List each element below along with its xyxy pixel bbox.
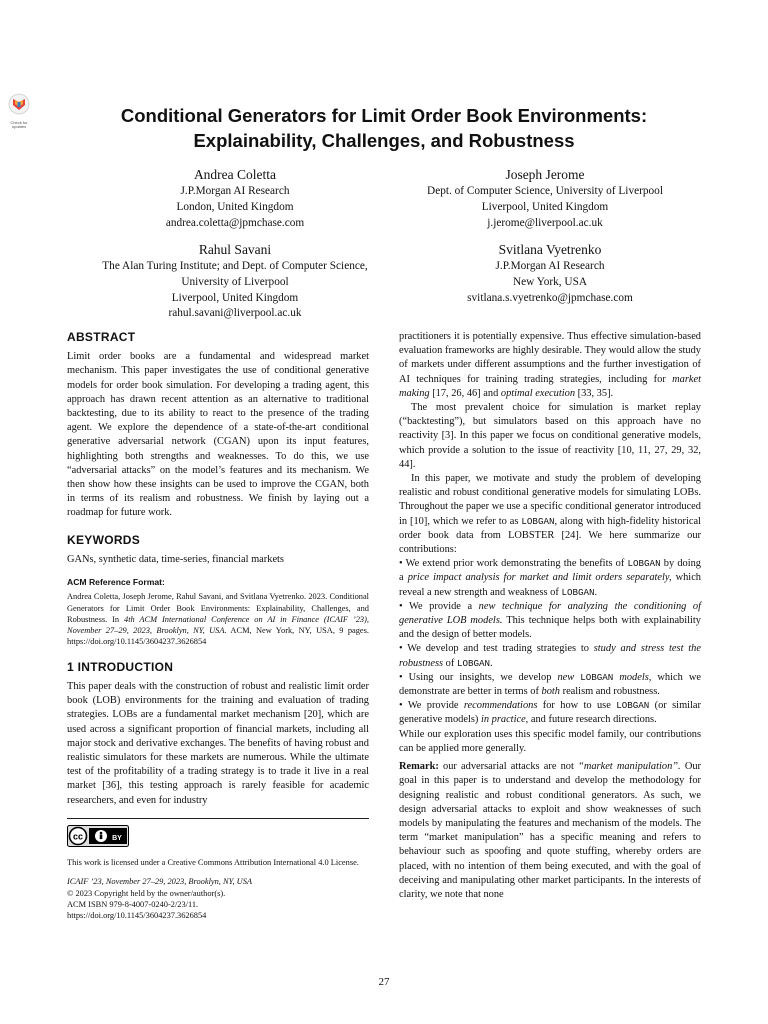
author-name: Rahul Savani (198, 242, 272, 257)
author-location: Liverpool, United Kingdom (481, 200, 609, 213)
keywords-body: GANs, synthetic data, time-series, financial markets (67, 553, 284, 565)
contribution-item: • We develop and test trading strategies to study and stress test the robustness of LOBGAN. (399, 643, 701, 669)
author-email: svitlana.s.vyetrenko@jpmchase.com (467, 291, 633, 304)
badge-label: Check for updates (10, 120, 28, 129)
author-location: London, United Kingdom (176, 200, 294, 213)
author-block (68, 240, 402, 322)
paragraph: The most prevalent choice for simulation is market replay (“backtesting”), but simulators based on this approach have no reactivity [3]. In this paper we focus on conditional generative models, which provide a solution to the issue of reactivity [10, 11, 27, 29, 32, 44]. (399, 402, 701, 470)
footnote-rule (67, 818, 369, 819)
svg-text:BY: BY (112, 834, 122, 842)
author-block (390, 165, 700, 231)
footer-venue: ICAIF ’23, November 27–29, 2023, Brooklyn, NY, USA (67, 877, 253, 887)
author-email: andrea.coletta@jpmchase.com (165, 216, 305, 229)
keywords-heading: KEYWORDS (67, 532, 141, 547)
footer-isbn: ACM ISBN 979-8-4007-0240-2/23/11. (67, 899, 199, 909)
reference-heading: ACM Reference Format: (67, 577, 165, 588)
contribution-item: • We provide a new technique for analyzing the conditioning of generative LOB models. This technique helps both with explainability and the design of better models. (399, 600, 701, 641)
author-affiliation: Dept. of Computer Science, University of Liverpool (427, 185, 663, 197)
footer-copyright: © 2023 Copyright held by the owner/author(s). (67, 888, 226, 898)
paragraph: practitioners it is potentially expensive. Thus effective simulation-based evaluation frameworks are highly desirable. They would allow the study of markets under different assumptions and the further investigation of AI techniques for training trading strategies, including for market making [17, 26, 46] and optimal execution [33, 35]. (399, 331, 701, 399)
left-column (67, 330, 369, 921)
author-affiliation: The Alan Turing Institute; and Dept. of Computer Science, (102, 260, 368, 272)
crossmark-icon (4, 93, 34, 115)
author-name: Joseph Jerome (505, 167, 585, 182)
author-email: rahul.savani@liverpool.ac.uk (168, 307, 302, 320)
check-for-updates-badge[interactable] (4, 93, 34, 127)
footer-doi[interactable]: https://doi.org/10.1145/3604237.3626854 (67, 911, 207, 921)
author-location: Liverpool, United Kingdom (171, 291, 299, 304)
abstract-heading: ABSTRACT (67, 330, 136, 344)
contribution-item: • We provide recommendations for how to use LOBGAN (or similar generative models) in practice, and future research directions. (399, 700, 701, 726)
author-name: Svitlana Vyetrenko (498, 242, 602, 257)
paragraph: In this paper, we motivate and study the problem of developing realistic and robust conditional generative models for simulating LOBs. Throughout the paper we use a specific conditional generator introduced in [10], which we refer to as LOBGAN, along with high-fidelity historical order book data from LOBSTER [24]. We here summarize our contributions: (399, 473, 702, 556)
introduction-heading: 1 INTRODUCTION (67, 659, 174, 674)
abstract-body: Limit order books are a fundamental and widespread market mechanism. This paper investigates the use of conditional generative models for order book simulation. For developing a trading agent, this approach has drawn recent attention as an alternative to traditional backtesting, due to its ability to react to the presence of the trading agent. We explore the dependence of a state-of-the-art conditional generative adversarial network (CGAN) upon its input features, highlighting both strengths and weaknesses. To do this, we use “adversarial attacks” on the model’s features and its mechanism. We then show how these insights can be used to improve the CGAN, both in terms of its realism and robustness. We finish by laying out a roadmap for future work. (67, 351, 369, 519)
author-block (134, 165, 336, 231)
paragraph: While our exploration uses this specific model family, our contributions can be applied more generally. (399, 728, 701, 754)
introduction-body: This paper deals with the construction of robust and realistic limit order book (LOB) environments for the training and evaluation of trading strategies. LOBs are a fundamental market mechanism [20], which are used across a significant proportion of financial markets, including all major stock and derivative exchanges. The benefits of having robust and realistic simulators for these markets are numerous. While the ultimate test of the profitability of a trading strategy is to trade it live in a real market [36], this testing approach is rarely feasible for academic researchers, and even for industry (67, 680, 369, 806)
author-email: j.jerome@liverpool.ac.uk (487, 216, 603, 229)
right-column (399, 330, 701, 902)
author-block (425, 240, 675, 306)
author-location: New York, USA (512, 275, 588, 288)
author-affiliation: J.P.Morgan AI Research (495, 260, 605, 272)
contribution-item: • Using our insights, we develop new LOBGAN models, which we demonstrate are better in terms of both realism and robustness. (399, 671, 701, 698)
creative-commons-by-icon[interactable] (67, 825, 129, 847)
license-note: This work is licensed under a Creative Commons Attribution International 4.0 License. (67, 857, 359, 867)
svg-text:cc: cc (72, 831, 84, 842)
author-affiliation: University of Liverpool (181, 275, 289, 288)
remark-paragraph: Remark: our adversarial attacks are not “market manipulation”. Our goal in this paper is to understand and develop the methodology for designing realistic and robust conditional generators. As such, we design adversarial attacks to exploit and show weaknesses of such models by manipulating the features and mechanism of the models. The term “market manipulation” has a specific meaning and refers to behaviour such as spoofing and quote stuffing, whereby orders are placed, with no intention of them being executed, and with the goal of deceiving and manipulating other market participants. In the interests of clarity, we note that none (399, 761, 701, 900)
page-number: 27 (378, 976, 390, 988)
contribution-item: • We extend prior work demonstrating the benefits of LOBGAN by doing a price impact analysis for market and limit orders separately, which reveal a new strength and weakness of LOBGAN. (399, 558, 702, 598)
author-affiliation: J.P.Morgan AI Research (180, 185, 290, 197)
reference-format: Andrea Coletta, Joseph Jerome, Rahul Savani, and Svitlana Vyetrenko. 2023. Conditional Generators for Limit Order Book Environments: Explainability, Challenges, and Robustness. In 4th ACM International Conference on AI in Finance (ICAIF ’23), November 27–29, 2023, Brooklyn, NY, USA. ACM, New York, NY, USA, 9 pages. https://doi.org/10.1145/3604237.3626854 (67, 592, 369, 647)
author-name: Andrea Coletta (193, 167, 277, 182)
paper-title: Conditional Generators for Limit Order Book Environments: Explainability, Challenges, and Robustness (120, 105, 648, 151)
